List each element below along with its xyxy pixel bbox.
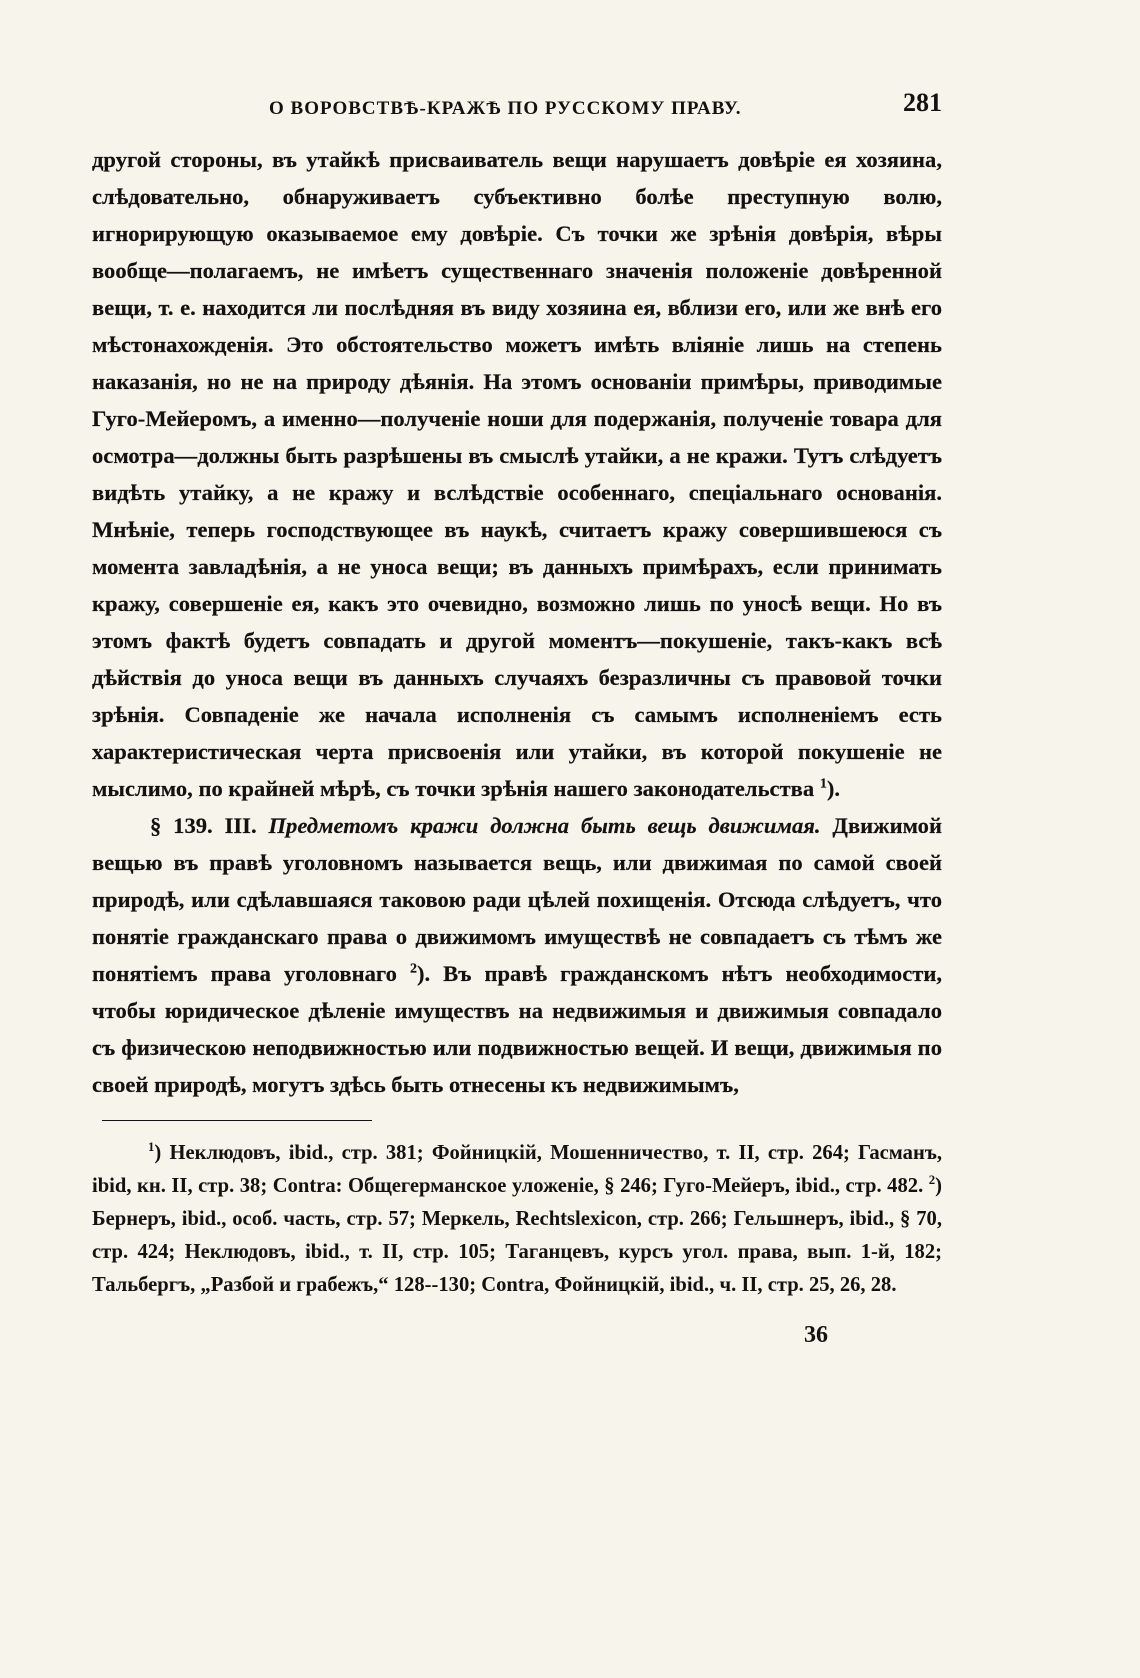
paragraph-2-text-a: Движимой вещью въ правѣ уголовномъ называется вещь, или движимая по самой своей природѣ, или сдѣлавшаяся таковою ради цѣлей похищенія. Отсюда слѣдуетъ, что понятіе гражданскаго права о движимомъ имуществѣ не совпадаетъ съ тѣмъ же понятіемъ права уголовнаго: [92, 813, 942, 986]
paragraph-1-text: другой стороны, въ утайкѣ присваиватель вещи нарушаетъ довѣріе ея хозяина, слѣдовательно, обнаруживаетъ субъективно болѣе преступную волю, игнорирующую оказываемое ему довѣріе. Съ точки же зрѣнія довѣрія, вѣры вообще—полагаемъ, не имѣетъ существеннаго значенія положеніе довѣренной вещи, т. е. находится ли послѣдняя въ виду хозяина ея, вблизи его, или же внѣ его мѣстонахожденія. Это обстоятельство можетъ имѣть вліяніе лишь на степень наказанія, но не на природу дѣянія. На этомъ основаніи примѣры, приводимые Гуго-Мейеромъ, а именно—полученіе ноши для подержанія, полученіе товара для осмотра—должны быть разрѣшены въ смыслѣ утайки, а не кражи. Тутъ слѣдуетъ видѣть утайку, а не кражу и вслѣдствіе особеннаго, спеціальнаго основанія. Мнѣніе, теперь господствующее въ наукѣ, считаетъ кражу совершившеюся съ момента завладѣнія, а не уноса вещи; въ данныхъ примѣрахъ, если принимать кражу, совершеніе ея, какъ это очевидно, возможно лишь по уносѣ вещи. Но въ этомъ фактѣ будетъ совпадать и другой моментъ—покушеніе, такъ-какъ всѣ дѣйствія до уноса вещи въ данныхъ случаяхъ безразличны съ правовой точки зрѣнія. Совпаденіе же начала исполненія съ самымъ исполненіемъ есть характеристическая черта присвоенія или утайки, въ которой покушеніе не мыслимо, по крайней мѣрѣ, съ точки зрѣнія нашего законодательства: [92, 147, 942, 801]
footnote-rule: [102, 1120, 372, 1121]
footnote-2-text: ) Бернеръ, ibid., особ. часть, стр. 57; Меркель, Rechtslexicon, стр. 266; Гельшнеръ, ibid., § 70, стр. 424; Неклюдовъ, ibid., т. II, стр. 105; Таганцевъ, курсъ угол. права, вып. 1-й, 182; Тальбергъ, „Разбой и грабежъ,“ 128--130; Contra, Фойницкій, ibid., ч. II, стр. 25, 26, 28.: [92, 1175, 942, 1296]
footnote-2-mark: 2: [928, 1173, 936, 1188]
paragraph-continued: [92, 141, 942, 807]
footnotes: [92, 1137, 942, 1302]
paragraph-1-end: ).: [826, 776, 841, 801]
section-number: § 139. III.: [150, 813, 257, 838]
footnote-ref-2: 2: [409, 961, 417, 977]
footnote-1-text: ) Неклюдовъ, ibid., стр. 381; Фойницкій, Мошенничество, т. II, стр. 264; Гасманъ, ibid, кн. II, стр. 38; Contra: Общегерманское уложеніе, § 246; Гуго-Мейеръ, ibid., стр. 482.: [92, 1142, 942, 1197]
footnote-ref-1: 1: [819, 776, 827, 792]
section-139-paragraph: [92, 807, 942, 1103]
running-title: О ВОРОВСТВѢ-КРАЖѢ ПО РУССКОМУ ПРАВУ.: [269, 98, 742, 119]
body-text: [92, 141, 942, 1103]
footnotes-text: [92, 1137, 942, 1302]
book-page: [92, 88, 942, 1349]
footnote-1-mark: 1: [148, 1140, 155, 1155]
paragraph-2-text-b: ). Въ правѣ гражданскомъ нѣтъ необходимости, чтобы юридическое дѣленіе имуществъ на недвижимыя и движимыя совпадало съ физическою неподвижностью или подвижностью вещей. И вещи, движимыя по своей природѣ, могутъ здѣсь быть отнесены къ недвижимымъ,: [92, 961, 942, 1097]
section-heading: Предметомъ кражи должна быть вещь движимая.: [268, 813, 821, 838]
signature-mark: 36: [804, 1322, 828, 1348]
running-head: [92, 88, 942, 128]
page-number: 281: [903, 88, 942, 117]
